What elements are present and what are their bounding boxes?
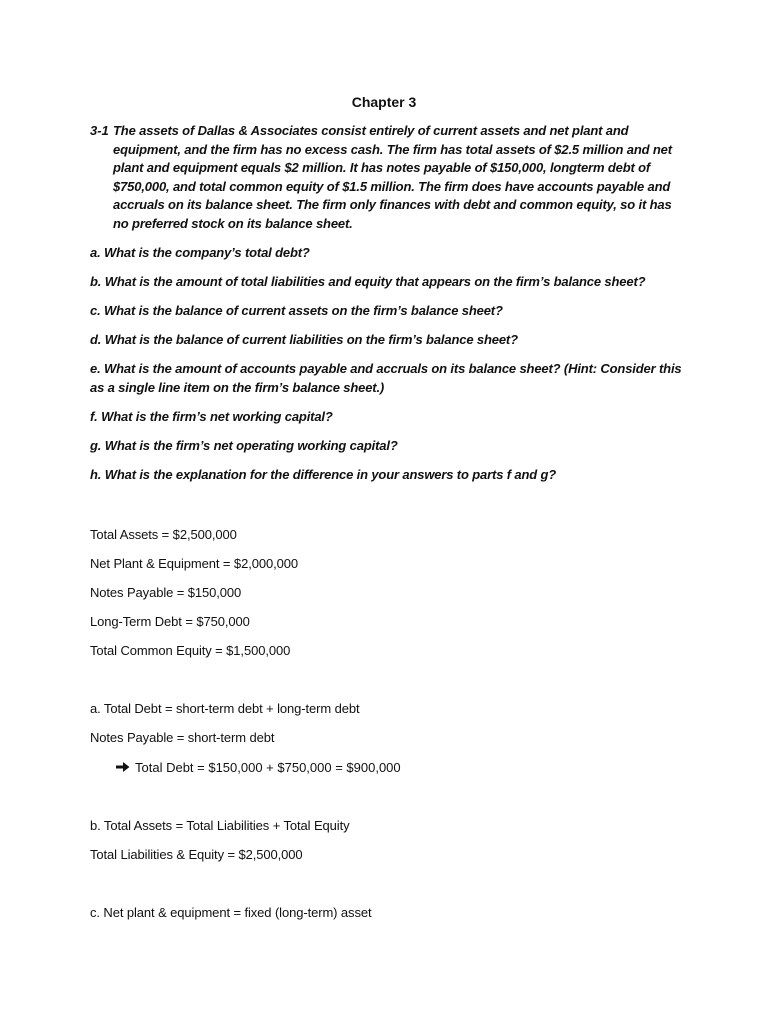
- problem-number: 3-1: [90, 123, 109, 138]
- given-notes-payable: Notes Payable = $150,000: [90, 585, 242, 600]
- answer-a-line1: a. Total Debt = short-term debt + long-term debt: [90, 701, 360, 716]
- question-e: e. What is the amount of accounts payable and accruals on its balance sheet? (Hint: Consider this as a single line item on the firm’s balance sheet.): [90, 361, 682, 395]
- right-arrow-icon: [116, 761, 130, 773]
- question-f: f. What is the firm’s net working capital?: [90, 409, 333, 424]
- question-b: b. What is the amount of total liabilities and equity that appears on the firm’s balance sheet?: [90, 274, 646, 289]
- answer-b-line2: Total Liabilities & Equity = $2,500,000: [90, 847, 303, 862]
- given-long-term-debt: Long-Term Debt = $750,000: [90, 614, 250, 629]
- chapter-title: Chapter 3: [351, 94, 417, 110]
- question-h: h. What is the explanation for the difference in your answers to parts f and g?: [90, 467, 557, 482]
- answer-c-line1: c. Net plant & equipment = fixed (long-term) asset: [90, 905, 372, 920]
- question-d: d. What is the balance of current liabilities on the firm’s balance sheet?: [90, 332, 518, 347]
- problem-text: The assets of Dallas & Associates consist entirely of current assets and net plant and equipment, and the firm has no excess cash. The firm has total assets of $2.5 million and net plant and equipment equals $2 million. It has notes payable of $150,000, longterm debt of $750,000, and total common equity of $1.5 million. The firm does have accounts payable and accruals on its balance sheet. The firm only finances with debt and common equity, so it has no preferred stock on its balance sheet.: [113, 123, 672, 231]
- given-net-plant: Net Plant & Equipment = $2,000,000: [90, 556, 298, 571]
- given-common-equity: Total Common Equity = $1,500,000: [90, 643, 291, 658]
- problem-statement: [90, 122, 680, 233]
- question-g: g. What is the firm’s net operating working capital?: [90, 438, 398, 453]
- answer-a-result-text: Total Debt = $150,000 + $750,000 = $900,000: [135, 760, 401, 775]
- question-a: a. What is the company’s total debt?: [90, 245, 310, 260]
- answer-b-line1: b. Total Assets = Total Liabilities + Total Equity: [90, 818, 350, 833]
- answer-a-result: [116, 759, 401, 777]
- given-total-assets: Total Assets = $2,500,000: [90, 527, 237, 542]
- answer-a-line2: Notes Payable = short-term debt: [90, 730, 275, 745]
- question-c: c. What is the balance of current assets on the firm’s balance sheet?: [90, 303, 503, 318]
